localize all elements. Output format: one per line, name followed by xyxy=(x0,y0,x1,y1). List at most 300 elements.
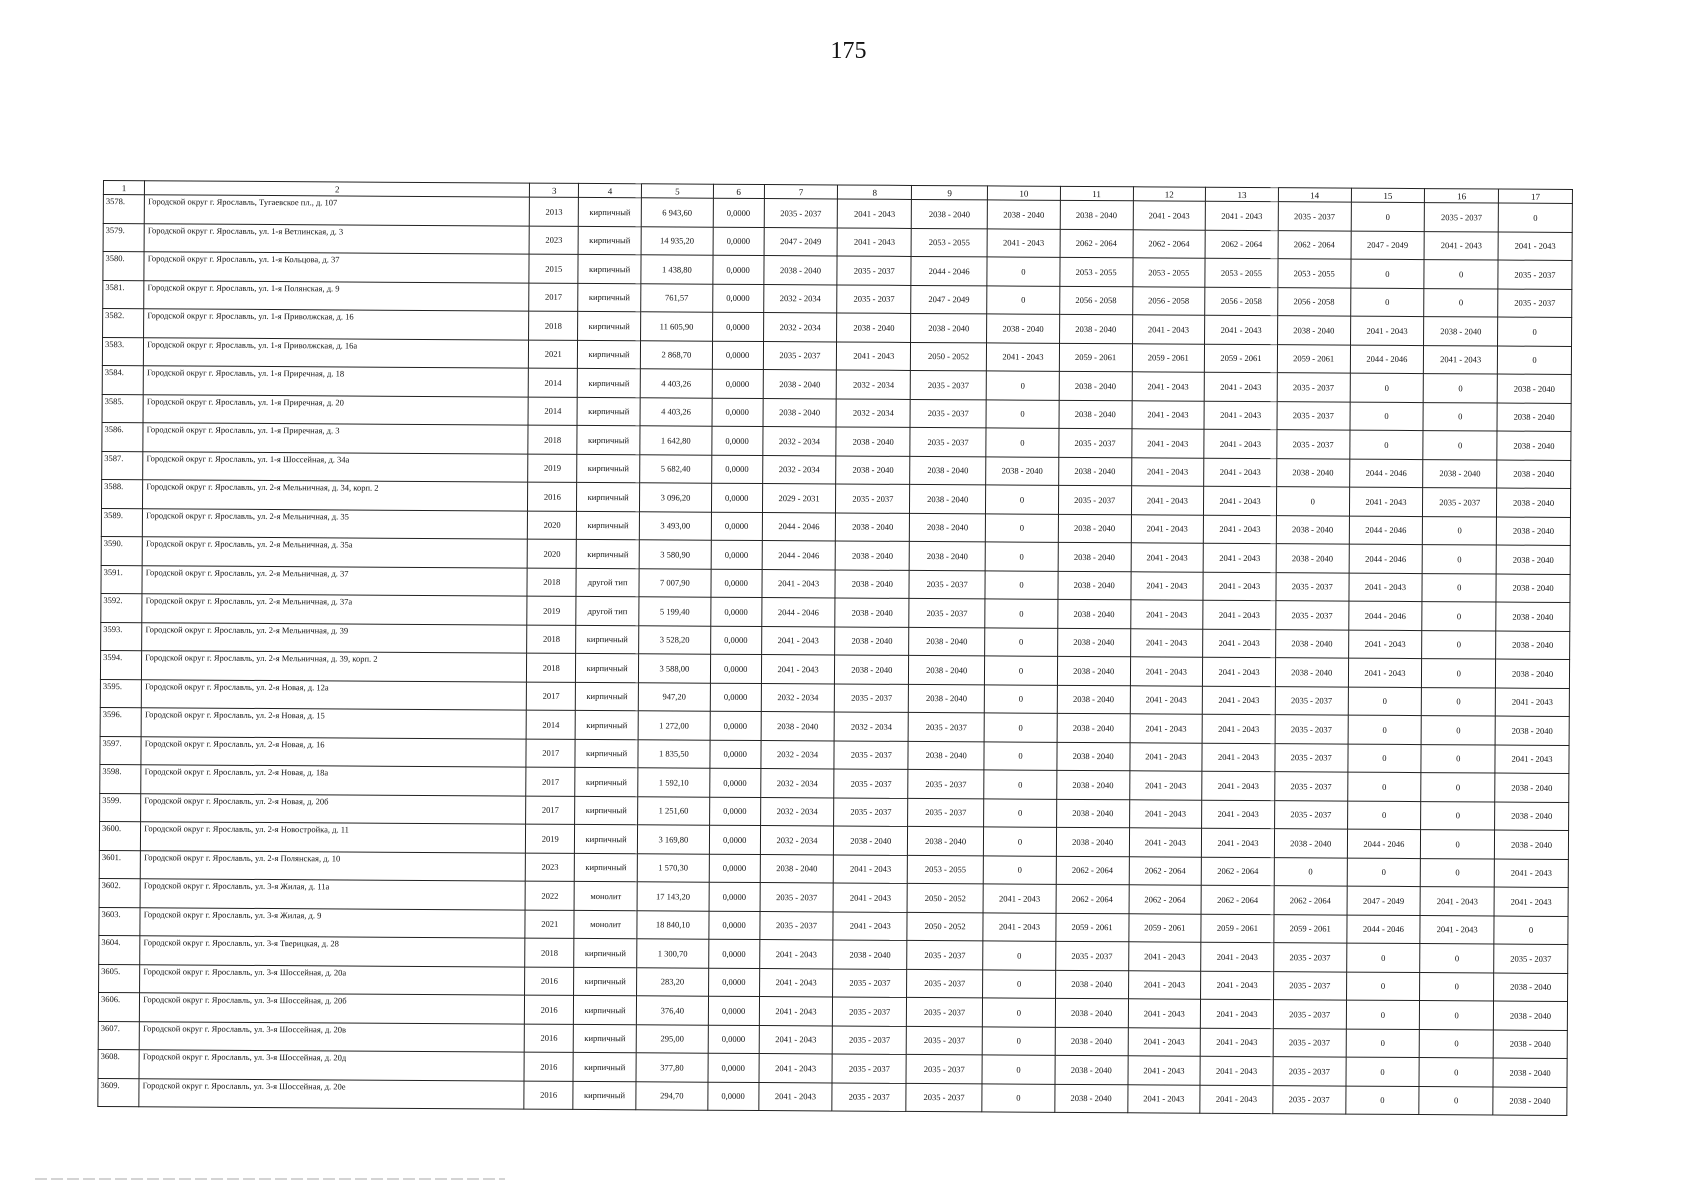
period-cell-col-11: 2038 - 2040 xyxy=(1055,1055,1128,1084)
wall-material-cell: кирпичный xyxy=(575,739,638,768)
row-number-cell: 3606. xyxy=(98,992,139,1021)
rate-cell: 0,0000 xyxy=(710,740,761,769)
rate-cell: 0,0000 xyxy=(712,284,763,313)
rate-cell: 0,0000 xyxy=(708,996,759,1025)
period-cell-col-9: 2053 - 2055 xyxy=(907,855,983,884)
period-cell-col-10: 0 xyxy=(982,1026,1055,1055)
row-number-cell: 3597. xyxy=(100,736,141,765)
period-cell-col-15: 0 xyxy=(1347,772,1421,801)
period-cell-col-8: 2038 - 2040 xyxy=(835,569,909,598)
period-cell-col-14: 2035 - 2037 xyxy=(1277,430,1350,459)
wall-material-cell: кирпичный xyxy=(576,625,639,654)
row-number-cell: 3607. xyxy=(98,1021,139,1050)
period-cell-col-12: 2041 - 2043 xyxy=(1132,372,1205,401)
period-cell-col-15: 0 xyxy=(1346,943,1420,972)
period-cell-col-8: 2041 - 2043 xyxy=(837,341,911,370)
period-cell-col-13: 2041 - 2043 xyxy=(1201,999,1274,1028)
period-cell-col-9: 2035 - 2037 xyxy=(908,798,984,827)
period-cell-col-11: 2038 - 2040 xyxy=(1057,628,1130,657)
column-number-5: 5 xyxy=(641,184,713,198)
wall-material-cell: кирпичный xyxy=(573,1052,636,1081)
rate-cell: 0,0000 xyxy=(711,483,762,512)
period-cell-col-16: 0 xyxy=(1420,972,1494,1001)
period-cell-col-15: 2044 - 2046 xyxy=(1346,915,1420,944)
period-cell-col-7: 2035 - 2037 xyxy=(760,883,834,912)
area-cell: 947,20 xyxy=(638,682,710,711)
period-cell-col-17: 2041 - 2043 xyxy=(1498,232,1572,261)
rate-cell: 0,0000 xyxy=(710,597,761,626)
address-cell: Городской округ г. Ярославль, ул. 1-я Кольцова, д. 37 xyxy=(144,252,529,283)
period-cell-col-10: 0 xyxy=(985,513,1058,542)
area-cell: 1 438,80 xyxy=(641,255,713,284)
address-cell: Городской округ г. Ярославль, ул. 3-я Шоссейная, д. 20б xyxy=(140,993,525,1024)
period-cell-col-10: 2038 - 2040 xyxy=(986,456,1059,485)
period-cell-col-16: 2041 - 2043 xyxy=(1424,231,1498,260)
period-cell-col-10: 0 xyxy=(986,371,1059,400)
period-cell-col-15: 0 xyxy=(1350,402,1424,431)
period-cell-col-16: 2035 - 2037 xyxy=(1425,203,1499,232)
period-cell-col-11: 2038 - 2040 xyxy=(1058,514,1131,543)
address-cell: Городской округ г. Ярославль, ул. 2-я Новая, д. 12а xyxy=(141,679,526,710)
year-cell: 2022 xyxy=(525,881,574,910)
period-cell-col-17: 2038 - 2040 xyxy=(1495,802,1569,831)
wall-material-cell: кирпичный xyxy=(577,397,640,426)
rate-cell: 0,0000 xyxy=(712,398,763,427)
period-cell-col-13: 2059 - 2061 xyxy=(1201,914,1274,943)
address-cell: Городской округ г. Ярославль, ул. 2-я Полянская, д. 10 xyxy=(140,850,525,881)
address-cell: Городской округ г. Ярославль, ул. 2-я Мельничная, д. 35а xyxy=(142,537,527,568)
period-cell-col-9: 2035 - 2037 xyxy=(909,598,985,627)
wall-material-cell: кирпичный xyxy=(576,539,639,568)
row-number-cell: 3586. xyxy=(102,422,143,451)
period-cell-col-9: 2035 - 2037 xyxy=(908,712,984,741)
area-cell: 3 528,20 xyxy=(639,625,711,654)
rate-cell: 0,0000 xyxy=(710,711,761,740)
period-cell-col-12: 2053 - 2055 xyxy=(1132,258,1205,287)
period-cell-col-16: 0 xyxy=(1422,545,1496,574)
period-cell-col-17: 2038 - 2040 xyxy=(1496,517,1570,546)
period-cell-col-17: 2038 - 2040 xyxy=(1495,773,1569,802)
rate-cell: 0,0000 xyxy=(712,312,763,341)
period-cell-col-16: 0 xyxy=(1420,944,1494,973)
wall-material-cell: монолит xyxy=(574,881,637,910)
column-number-2: 2 xyxy=(145,181,530,197)
address-cell: Городской округ г. Ярославль, ул. 3-я Шоссейная, д. 20а xyxy=(140,964,525,995)
wall-material-cell: кирпичный xyxy=(574,938,637,967)
period-cell-col-17: 2038 - 2040 xyxy=(1497,403,1571,432)
address-cell: Городской округ г. Ярославль, ул. 2-я Мельничная, д. 37 xyxy=(142,565,527,596)
period-cell-col-17: 2038 - 2040 xyxy=(1497,460,1571,489)
wall-material-cell: кирпичный xyxy=(577,482,640,511)
period-cell-col-14: 2035 - 2037 xyxy=(1275,715,1348,744)
period-cell-col-16: 0 xyxy=(1420,1029,1494,1058)
period-cell-col-16: 0 xyxy=(1421,801,1495,830)
year-cell: 2018 xyxy=(525,938,574,967)
period-cell-col-9: 2035 - 2037 xyxy=(906,1054,982,1083)
period-cell-col-10: 0 xyxy=(985,656,1058,685)
period-cell-col-8: 2038 - 2040 xyxy=(835,626,909,655)
row-number-cell: 3580. xyxy=(103,252,144,281)
row-number-cell: 3604. xyxy=(99,935,140,964)
period-cell-col-9: 2038 - 2040 xyxy=(911,199,987,228)
period-cell-col-10: 2041 - 2043 xyxy=(983,912,1056,941)
rate-cell: 0,0000 xyxy=(710,626,761,655)
period-cell-col-14: 2035 - 2037 xyxy=(1275,686,1348,715)
period-cell-col-9: 2038 - 2040 xyxy=(909,541,985,570)
period-cell-col-15: 2047 - 2049 xyxy=(1351,231,1425,260)
period-cell-col-11: 2038 - 2040 xyxy=(1057,713,1130,742)
column-number-17: 17 xyxy=(1498,189,1572,203)
row-number-cell: 3609. xyxy=(98,1078,139,1107)
period-cell-col-12: 2041 - 2043 xyxy=(1130,685,1203,714)
period-cell-col-7: 2041 - 2043 xyxy=(762,569,836,598)
column-number-9: 9 xyxy=(912,185,988,199)
wall-material-cell: другой тип xyxy=(576,596,639,625)
period-cell-col-8: 2041 - 2043 xyxy=(834,854,908,883)
address-cell: Городской округ г. Ярославль, ул. 2-я Новостройка, д. 11 xyxy=(141,822,526,853)
period-cell-col-7: 2044 - 2046 xyxy=(761,598,835,627)
address-cell: Городской округ г. Ярославль, ул. 3-я Шоссейная, д. 20д xyxy=(139,1050,524,1081)
period-cell-col-15: 0 xyxy=(1349,430,1423,459)
period-cell-col-12: 2041 - 2043 xyxy=(1131,486,1204,515)
period-cell-col-16: 0 xyxy=(1419,1086,1493,1115)
period-cell-col-11: 2038 - 2040 xyxy=(1055,970,1128,999)
period-cell-col-10: 0 xyxy=(985,599,1058,628)
address-cell: Городской округ г. Ярославль, ул. 1-я Приволжская, д. 16 xyxy=(144,309,529,340)
period-cell-col-16: 2038 - 2040 xyxy=(1423,459,1497,488)
period-cell-col-16: 0 xyxy=(1422,602,1496,631)
period-cell-col-13: 2041 - 2043 xyxy=(1204,458,1277,487)
period-cell-col-7: 2047 - 2049 xyxy=(764,227,838,256)
area-cell: 376,40 xyxy=(636,996,708,1025)
period-cell-col-13: 2041 - 2043 xyxy=(1204,429,1277,458)
year-cell: 2016 xyxy=(525,995,574,1024)
rate-cell: 0,0000 xyxy=(709,882,760,911)
period-cell-col-13: 2041 - 2043 xyxy=(1204,401,1277,430)
period-cell-col-13: 2041 - 2043 xyxy=(1200,1028,1273,1057)
period-cell-col-12: 2041 - 2043 xyxy=(1130,628,1203,657)
period-cell-col-10: 2038 - 2040 xyxy=(987,200,1060,229)
period-cell-col-13: 2062 - 2064 xyxy=(1201,885,1274,914)
period-cell-col-8: 2032 - 2034 xyxy=(837,370,911,399)
period-cell-col-15: 0 xyxy=(1346,1057,1420,1086)
period-cell-col-15: 0 xyxy=(1345,1086,1419,1115)
period-cell-col-16: 2035 - 2037 xyxy=(1423,488,1497,517)
wall-material-cell: кирпичный xyxy=(575,824,638,853)
period-cell-col-9: 2038 - 2040 xyxy=(908,826,984,855)
period-cell-col-10: 0 xyxy=(983,969,1056,998)
area-cell: 377,80 xyxy=(636,1053,708,1082)
year-cell: 2023 xyxy=(526,853,575,882)
period-cell-col-7: 2032 - 2034 xyxy=(763,427,837,456)
period-cell-col-17: 2041 - 2043 xyxy=(1494,887,1568,916)
period-cell-col-13: 2041 - 2043 xyxy=(1203,600,1276,629)
period-cell-col-16: 2041 - 2043 xyxy=(1424,345,1498,374)
address-cell: Городской округ г. Ярославль, ул. 2-я Мельничная, д. 37а xyxy=(142,594,527,625)
rate-cell: 0,0000 xyxy=(708,1082,759,1111)
row-number-cell: 3599. xyxy=(100,793,141,822)
period-cell-col-14: 2056 - 2058 xyxy=(1278,287,1351,316)
period-cell-col-7: 2035 - 2037 xyxy=(763,341,837,370)
period-cell-col-14: 2035 - 2037 xyxy=(1273,1000,1346,1029)
period-cell-col-15: 0 xyxy=(1346,972,1420,1001)
period-cell-col-13: 2041 - 2043 xyxy=(1204,486,1277,515)
year-cell: 2015 xyxy=(529,254,578,283)
period-cell-col-12: 2041 - 2043 xyxy=(1133,201,1206,230)
rate-cell: 0,0000 xyxy=(710,683,761,712)
wall-material-cell: кирпичный xyxy=(578,197,641,226)
period-cell-col-16: 2041 - 2043 xyxy=(1420,915,1494,944)
rate-cell: 0,0000 xyxy=(711,455,762,484)
period-cell-col-15: 0 xyxy=(1347,744,1421,773)
year-cell: 2016 xyxy=(525,1024,574,1053)
year-cell: 2019 xyxy=(528,454,577,483)
period-cell-col-11: 2038 - 2040 xyxy=(1059,314,1132,343)
period-cell-col-9: 2047 - 2049 xyxy=(911,285,987,314)
wall-material-cell: кирпичный xyxy=(577,454,640,483)
period-cell-col-17: 2038 - 2040 xyxy=(1497,488,1571,517)
area-cell: 761,57 xyxy=(641,283,713,312)
period-cell-col-17: 0 xyxy=(1498,203,1572,232)
row-number-cell: 3605. xyxy=(99,964,140,993)
period-cell-col-7: 2041 - 2043 xyxy=(759,997,833,1026)
period-cell-col-7: 2038 - 2040 xyxy=(764,256,838,285)
period-cell-col-9: 2038 - 2040 xyxy=(908,684,984,713)
period-cell-col-16: 0 xyxy=(1422,659,1496,688)
period-cell-col-11: 2038 - 2040 xyxy=(1056,799,1129,828)
period-cell-col-8: 2035 - 2037 xyxy=(835,683,909,712)
period-cell-col-14: 2035 - 2037 xyxy=(1274,943,1347,972)
area-cell: 1 570,30 xyxy=(637,853,709,882)
period-cell-col-16: 0 xyxy=(1424,260,1498,289)
period-cell-col-10: 0 xyxy=(984,741,1057,770)
period-cell-col-10: 0 xyxy=(985,627,1058,656)
wall-material-cell: кирпичный xyxy=(574,967,637,996)
period-cell-col-13: 2041 - 2043 xyxy=(1201,942,1274,971)
period-cell-col-14: 2035 - 2037 xyxy=(1276,601,1349,630)
period-cell-col-9: 2035 - 2037 xyxy=(907,997,983,1026)
period-cell-col-7: 2032 - 2034 xyxy=(760,797,834,826)
period-cell-col-17: 0 xyxy=(1498,317,1572,346)
year-cell: 2014 xyxy=(529,368,578,397)
area-cell: 7 007,90 xyxy=(639,568,711,597)
area-cell: 283,20 xyxy=(637,967,709,996)
period-cell-col-13: 2041 - 2043 xyxy=(1202,714,1275,743)
period-cell-col-7: 2038 - 2040 xyxy=(763,398,837,427)
period-cell-col-8: 2041 - 2043 xyxy=(833,911,907,940)
period-cell-col-8: 2038 - 2040 xyxy=(836,427,910,456)
address-cell: Городской округ г. Ярославль, ул. 2-я Новая, д. 20б xyxy=(141,793,526,824)
period-cell-col-17: 2038 - 2040 xyxy=(1496,602,1570,631)
period-cell-col-15: 2044 - 2046 xyxy=(1347,829,1421,858)
period-cell-col-11: 2062 - 2064 xyxy=(1060,229,1133,258)
period-cell-col-7: 2041 - 2043 xyxy=(758,1082,832,1111)
year-cell: 2020 xyxy=(528,511,577,540)
period-cell-col-8: 2032 - 2034 xyxy=(835,712,909,741)
row-number-cell: 3598. xyxy=(100,764,141,793)
row-number-cell: 3584. xyxy=(102,365,143,394)
area-cell: 1 300,70 xyxy=(637,939,709,968)
period-cell-col-12: 2062 - 2064 xyxy=(1133,229,1206,258)
address-cell: Городской округ г. Ярославль, ул. 2-я Мельничная, д. 34, корп. 2 xyxy=(143,480,528,511)
address-cell: Городской округ г. Ярославль, ул. 3-я Шоссейная, д. 20е xyxy=(139,1078,524,1109)
period-cell-col-14: 2035 - 2037 xyxy=(1275,743,1348,772)
period-cell-col-8: 2038 - 2040 xyxy=(836,455,910,484)
rate-cell: 0,0000 xyxy=(711,512,762,541)
row-number-cell: 3579. xyxy=(103,223,144,252)
period-cell-col-7: 2038 - 2040 xyxy=(760,854,834,883)
period-cell-col-17: 2038 - 2040 xyxy=(1495,716,1569,745)
period-cell-col-14: 2035 - 2037 xyxy=(1275,772,1348,801)
address-cell: Городской округ г. Ярославль, ул. 3-я Тверицкая, д. 28 xyxy=(140,936,525,967)
row-number-cell: 3588. xyxy=(101,479,142,508)
row-number-cell: 3603. xyxy=(99,907,140,936)
wall-material-cell: кирпичный xyxy=(578,283,641,312)
period-cell-col-7: 2041 - 2043 xyxy=(759,1054,833,1083)
area-cell: 3 588,00 xyxy=(639,654,711,683)
period-cell-col-8: 2038 - 2040 xyxy=(833,940,907,969)
column-number-10: 10 xyxy=(988,186,1061,200)
period-cell-col-11: 2038 - 2040 xyxy=(1057,685,1130,714)
period-cell-col-13: 2041 - 2043 xyxy=(1202,800,1275,829)
period-cell-col-17: 2038 - 2040 xyxy=(1496,545,1570,574)
period-cell-col-17: 2035 - 2037 xyxy=(1498,260,1572,289)
column-number-16: 16 xyxy=(1425,189,1499,203)
period-cell-col-8: 2038 - 2040 xyxy=(834,826,908,855)
period-cell-col-12: 2041 - 2043 xyxy=(1130,571,1203,600)
period-cell-col-16: 0 xyxy=(1424,288,1498,317)
column-number-6: 6 xyxy=(713,184,764,198)
period-cell-col-11: 2038 - 2040 xyxy=(1058,571,1131,600)
period-cell-col-15: 2041 - 2043 xyxy=(1348,630,1422,659)
period-cell-col-16: 0 xyxy=(1422,573,1496,602)
period-cell-col-10: 0 xyxy=(985,542,1058,571)
period-cell-col-15: 2041 - 2043 xyxy=(1350,316,1424,345)
year-cell: 2016 xyxy=(524,1052,573,1081)
period-cell-col-12: 2041 - 2043 xyxy=(1128,970,1201,999)
period-cell-col-9: 2035 - 2037 xyxy=(907,940,983,969)
period-cell-col-12: 2041 - 2043 xyxy=(1131,429,1204,458)
period-cell-col-15: 0 xyxy=(1348,687,1422,716)
period-cell-col-12: 2041 - 2043 xyxy=(1129,828,1202,857)
period-cell-col-7: 2032 - 2034 xyxy=(761,683,835,712)
period-cell-col-10: 0 xyxy=(984,713,1057,742)
period-cell-col-12: 2041 - 2043 xyxy=(1127,1084,1200,1113)
area-cell: 294,70 xyxy=(636,1081,708,1110)
period-cell-col-14: 2059 - 2061 xyxy=(1274,914,1347,943)
period-cell-col-17: 2041 - 2043 xyxy=(1494,859,1568,888)
column-number-8: 8 xyxy=(838,185,912,199)
year-cell: 2018 xyxy=(527,625,576,654)
column-number-3: 3 xyxy=(530,183,579,197)
period-cell-col-8: 2035 - 2037 xyxy=(833,997,907,1026)
address-cell: Городской округ г. Ярославль, ул. 2-я Мельничная, д. 35 xyxy=(143,508,528,539)
period-cell-col-14: 2062 - 2064 xyxy=(1278,230,1351,259)
address-cell: Городской округ г. Ярославль, ул. 1-я Приречная, д. 18 xyxy=(143,366,528,397)
period-cell-col-11: 2035 - 2037 xyxy=(1059,428,1132,457)
housing-register-table xyxy=(97,180,1573,1116)
rate-cell: 0,0000 xyxy=(709,825,760,854)
period-cell-col-9: 2035 - 2037 xyxy=(909,570,985,599)
period-cell-col-12: 2041 - 2043 xyxy=(1130,714,1203,743)
period-cell-col-14: 0 xyxy=(1274,857,1347,886)
year-cell: 2017 xyxy=(526,767,575,796)
period-cell-col-17: 2038 - 2040 xyxy=(1494,973,1568,1002)
period-cell-col-17: 2035 - 2037 xyxy=(1494,944,1568,973)
address-cell: Городской округ г. Ярославль, ул. 2-я Новая, д. 16 xyxy=(141,736,526,767)
period-cell-col-8: 2035 - 2037 xyxy=(837,284,911,313)
period-cell-col-8: 2035 - 2037 xyxy=(832,1054,906,1083)
period-cell-col-9: 2035 - 2037 xyxy=(906,1026,982,1055)
period-cell-col-13: 2041 - 2043 xyxy=(1203,629,1276,658)
period-cell-col-8: 2035 - 2037 xyxy=(834,769,908,798)
wall-material-cell: кирпичный xyxy=(578,226,641,255)
rate-cell: 0,0000 xyxy=(709,768,760,797)
address-cell: Городской округ г. Ярославль, ул. 1-я Приречная, д. 20 xyxy=(143,394,528,425)
period-cell-col-7: 2038 - 2040 xyxy=(761,712,835,741)
period-cell-col-11: 2056 - 2058 xyxy=(1060,286,1133,315)
period-cell-col-14: 2053 - 2055 xyxy=(1278,259,1351,288)
period-cell-col-11: 2038 - 2040 xyxy=(1058,542,1131,571)
period-cell-col-14: 2059 - 2061 xyxy=(1277,344,1350,373)
wall-material-cell: кирпичный xyxy=(574,853,637,882)
area-cell: 5 199,40 xyxy=(639,597,711,626)
period-cell-col-16: 0 xyxy=(1419,1058,1493,1087)
row-number-cell: 3601. xyxy=(99,850,140,879)
period-cell-col-16: 0 xyxy=(1420,1001,1494,1030)
period-cell-col-16: 0 xyxy=(1423,431,1497,460)
period-cell-col-11: 2038 - 2040 xyxy=(1057,656,1130,685)
period-cell-col-16: 0 xyxy=(1421,773,1495,802)
period-cell-col-12: 2041 - 2043 xyxy=(1131,543,1204,572)
row-number-cell: 3592. xyxy=(101,593,142,622)
address-cell: Городской округ г. Ярославль, ул. 1-я Полянская, д. 9 xyxy=(144,280,529,311)
period-cell-col-9: 2035 - 2037 xyxy=(910,399,986,428)
column-number-11: 11 xyxy=(1060,186,1133,200)
period-cell-col-13: 2041 - 2043 xyxy=(1202,828,1275,857)
period-cell-col-8: 2035 - 2037 xyxy=(837,256,911,285)
row-number-cell: 3582. xyxy=(103,309,144,338)
period-cell-col-13: 2041 - 2043 xyxy=(1204,515,1277,544)
period-cell-col-15: 2044 - 2046 xyxy=(1350,345,1424,374)
period-cell-col-7: 2032 - 2034 xyxy=(760,769,834,798)
period-cell-col-17: 2041 - 2043 xyxy=(1495,745,1569,774)
period-cell-col-15: 2041 - 2043 xyxy=(1349,573,1423,602)
period-cell-col-11: 2059 - 2061 xyxy=(1059,343,1132,372)
wall-material-cell: кирпичный xyxy=(577,368,640,397)
period-cell-col-11: 2038 - 2040 xyxy=(1055,1084,1128,1113)
period-cell-col-11: 2053 - 2055 xyxy=(1060,257,1133,286)
period-cell-col-15: 0 xyxy=(1347,858,1421,887)
wall-material-cell: кирпичный xyxy=(575,767,638,796)
period-cell-col-10: 2041 - 2043 xyxy=(986,342,1059,371)
wall-material-cell: кирпичный xyxy=(577,425,640,454)
period-cell-col-11: 2038 - 2040 xyxy=(1055,998,1128,1027)
period-cell-col-9: 2035 - 2037 xyxy=(908,769,984,798)
period-cell-col-8: 2035 - 2037 xyxy=(833,1025,907,1054)
period-cell-col-11: 2038 - 2040 xyxy=(1059,400,1132,429)
period-cell-col-9: 2038 - 2040 xyxy=(909,627,985,656)
row-number-cell: 3578. xyxy=(103,195,144,224)
period-cell-col-7: 2041 - 2043 xyxy=(761,626,835,655)
period-cell-col-12: 2041 - 2043 xyxy=(1128,942,1201,971)
rate-cell: 0,0000 xyxy=(711,540,762,569)
period-cell-col-10: 0 xyxy=(987,285,1060,314)
area-cell: 3 580,90 xyxy=(639,540,711,569)
period-cell-col-17: 2038 - 2040 xyxy=(1496,574,1570,603)
column-number-15: 15 xyxy=(1351,188,1425,202)
area-cell: 1 251,60 xyxy=(638,796,710,825)
